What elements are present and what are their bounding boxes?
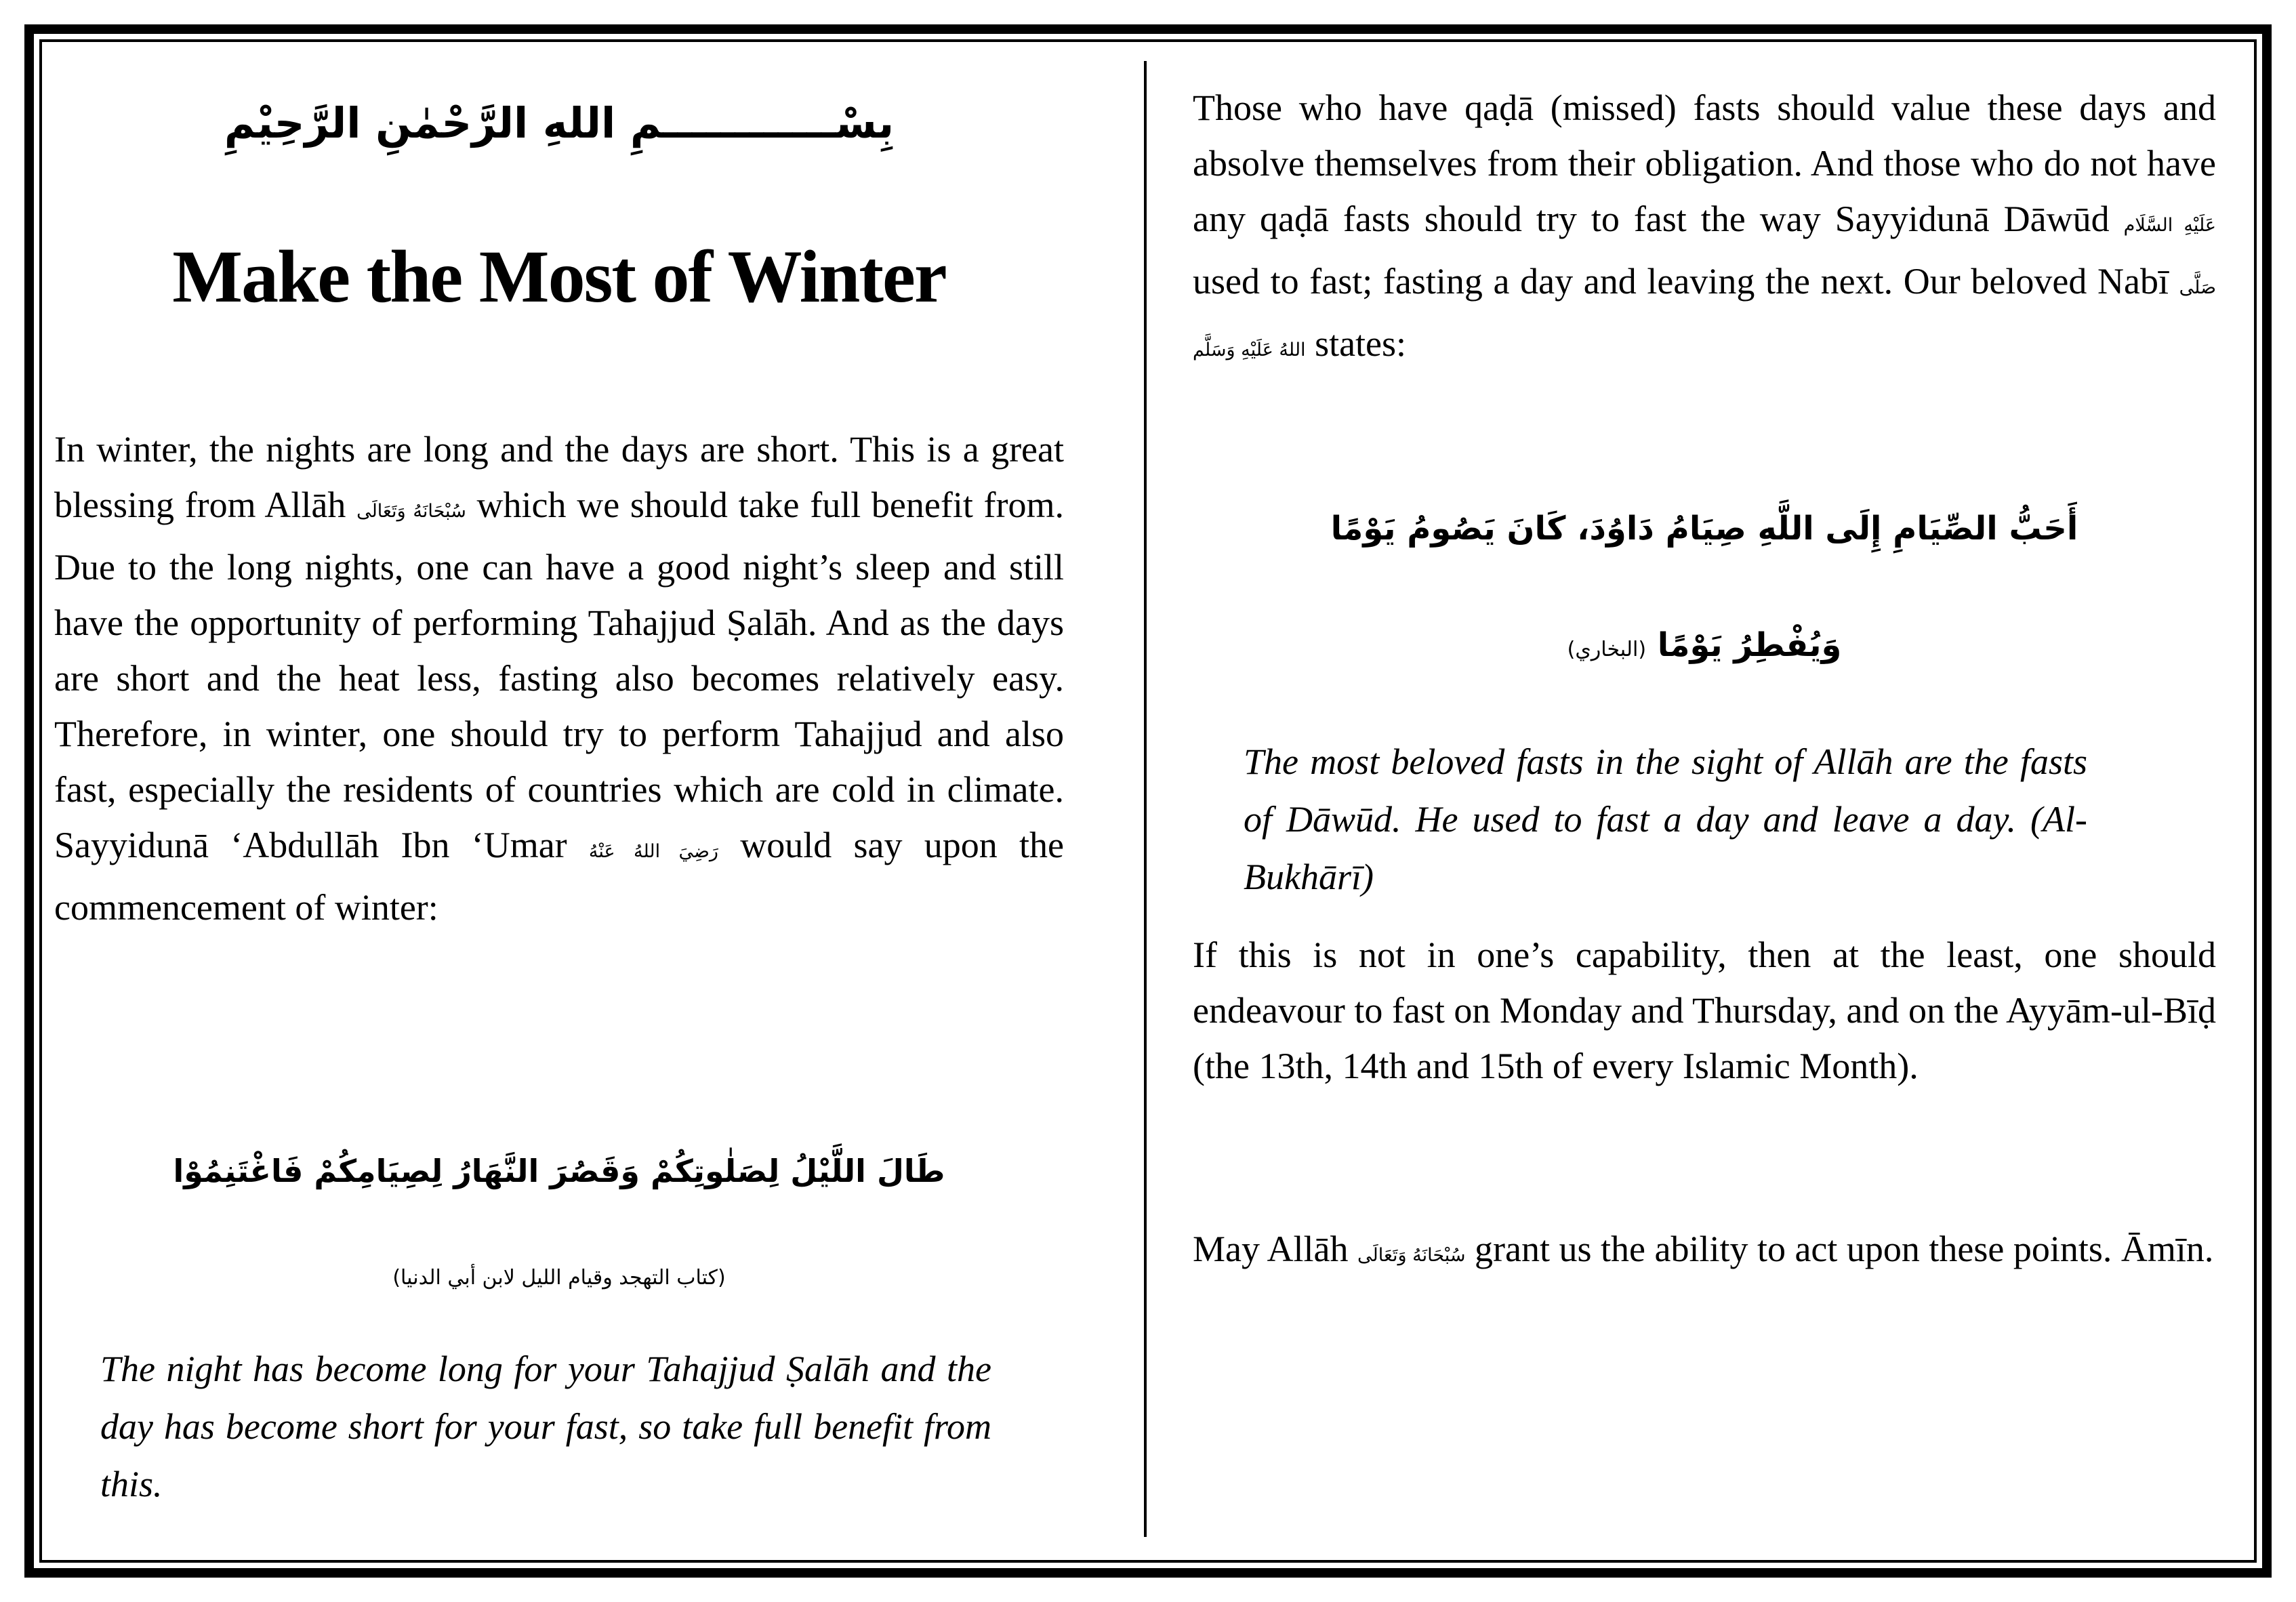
honorific-subhanahu-wa-taala-2: سُبْحَانَهُ وَتَعَالَى	[1357, 1245, 1466, 1266]
left-intro-text-2: which we should take full benefit from. Due to the long nights, one can have a good night’s sleep and still have the opportunity of performing Tahajjud Ṣalāh. And as the days are short and the heat less, fasting also becomes relatively easy. Therefore, in winter, one should try to perform Tahajjud and also fast, especially the residents of countries which are cold in climate. Sayyidunā ‘Abdullāh Ibn ‘Umar	[54, 485, 1064, 865]
right-paragraph-2: If this is not in one’s capability, then at the least, one should endeavour to fast on Monday and Thursday, and on the Ayyām-ul-Bīḍ (the 13th, 14th and 15th of every Islamic Month).	[1193, 934, 2216, 1086]
left-intro-text-1: In winter, the nights are long and the days are short. This is a great blessing from Allāh	[54, 429, 1064, 525]
left-intro-paragraph	[54, 422, 1064, 935]
right-para1-text-1: Those who have qaḍā (missed) fasts should value these days and absolve themselves from their obligation. And those who do not have any qaḍā fasts should try to fast the way Sayyidunā Dāwūd	[1193, 87, 2216, 239]
right-paragraph-1	[1193, 80, 2216, 378]
bismillah-calligraphy: بِسْــــــــــــمِ اللهِ الرَّحْمٰنِ الرَّحِيْمِ	[224, 98, 895, 148]
hadith-translation: The most beloved fasts in the sight of Allāh are the fasts of Dāwūd. He used to fast a day and leave a day. (Al-Bukhārī)	[1244, 741, 2087, 897]
hadith-arabic-line-1: أَحَبُّ الصِّيَامِ إِلَى اللَّهِ صِيَامُ دَاوُدَ، كَانَ يَصُومُ يَوْمًا	[1330, 510, 2078, 548]
right-paragraph-3	[1193, 1221, 2216, 1283]
right-para3-text-1: May Allāh	[1193, 1229, 1357, 1269]
left-intro-text-3: would say upon the commencement of winter:	[54, 825, 1065, 928]
honorific-radiallahu-anhu: رَضِيَ اللهُ عَنْهُ	[588, 841, 718, 862]
honorific-alayhis-salam: عَلَيْهِ السَّلَام	[2123, 215, 2216, 236]
right-para3-text-2: grant us the ability to act upon these points. Āmīn.	[1465, 1229, 2214, 1269]
right-para1-text-2: used to fast; fasting a day and leaving the next. Our beloved Nabī	[1193, 261, 2179, 302]
right-para1-text-3: states:	[1305, 323, 1407, 364]
quote-translation: The night has become long for your Tahajjud Ṣalāh and the day has become short for your fast, so take full benefit from this.	[100, 1349, 991, 1504]
column-divider	[1144, 61, 1147, 1537]
honorific-subhanahu-wa-taala: سُبْحَانَهُ وَتَعَالَى	[356, 501, 466, 522]
arabic-quote-citation: (كتاب التهجد وقيام الليل لابن أبي الدنيا)	[392, 1266, 726, 1290]
hadith-arabic-line-2	[1193, 619, 2216, 672]
honorific-sallallahu-alayhi-wasallam: صَلَّى اللهُ عَلَيْهِ وَسَلَّم	[1193, 277, 2216, 361]
page-title: Make the Most of Winter	[172, 235, 946, 318]
hadith-citation: (البخاري)	[1567, 638, 1647, 661]
hadith-arabic-line-2-text: وَيُفْطِرُ يَوْمًا	[1657, 626, 1842, 664]
arabic-quote: طَالَ اللَّيْلُ لِصَلٰوتِكُمْ وَقَصُرَ النَّهَارُ لِصِيَامِكُمْ فَاغْتَنِمُوْا	[173, 1153, 945, 1189]
